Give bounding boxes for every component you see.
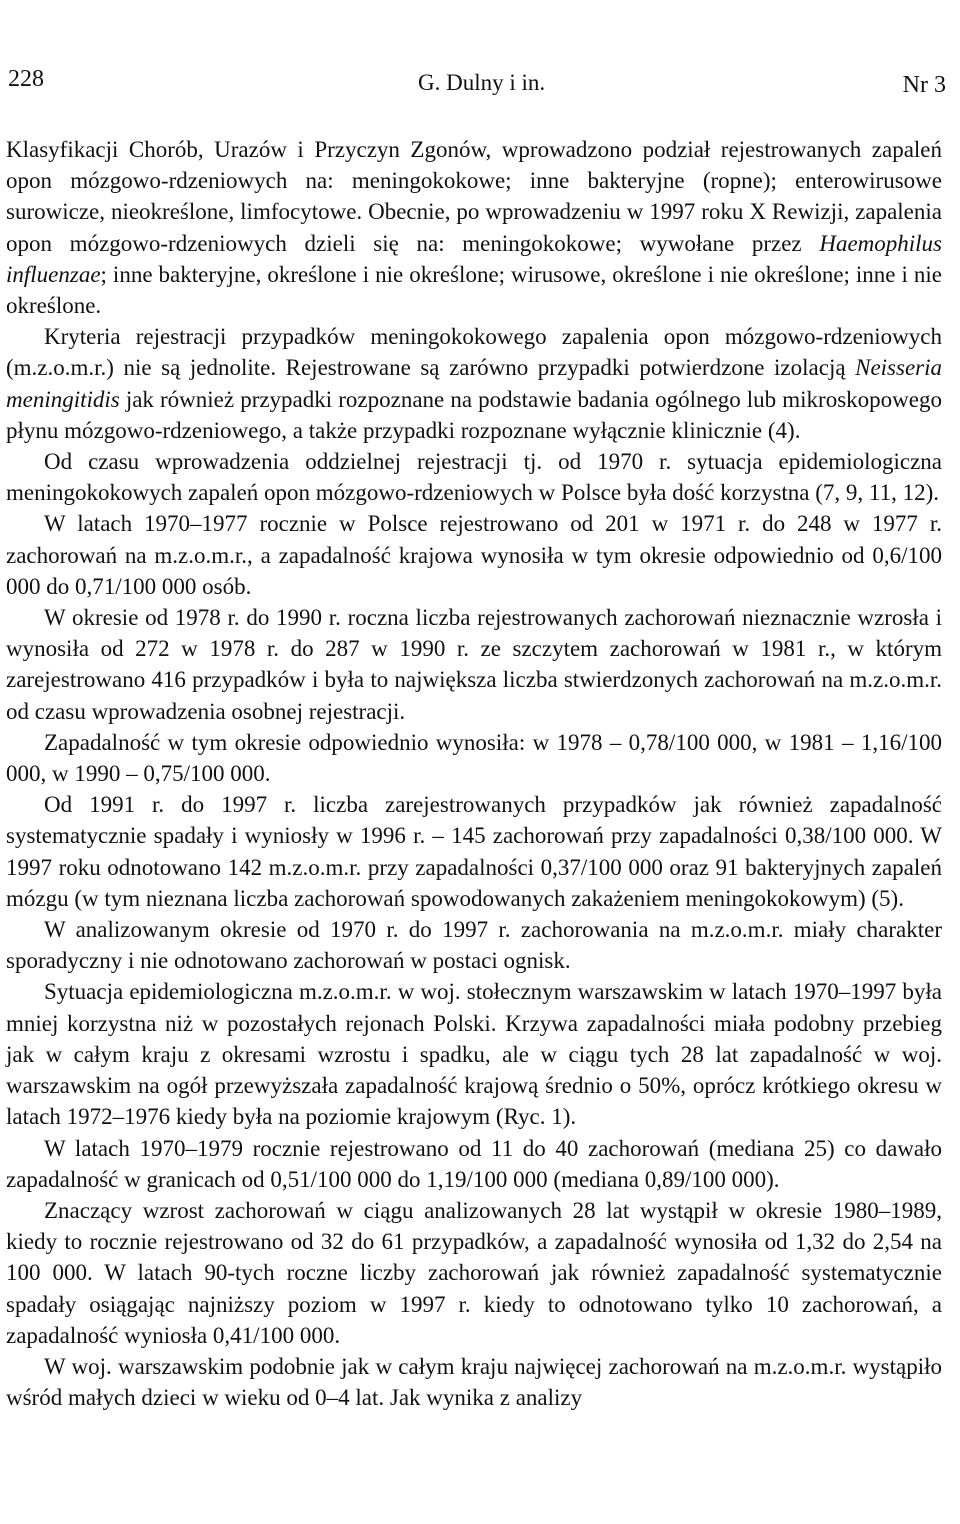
paragraph (6, 602, 942, 727)
paragraph (6, 321, 942, 446)
text-segment: Kryteria rejestracji przypadków meningokokowego zapalenia opon mózgowo-rdzeniowych (m.z.o.m.r.) nie są jednolite. Rejestrowane są zarówno przypadki potwierdzone izolacją (6, 324, 942, 381)
running-title: G. Dulny i in. (418, 70, 546, 95)
text-segment: jak również przypadki rozpoznane na podstawie badania ogólnego lub mikroskopowego płynu mózgowo-rdzeniowego, a także przypadki rozpoznane wyłącznie klinicznie (4). (6, 386, 942, 443)
paragraph (6, 789, 942, 914)
text-segment: W okresie od 1978 r. do 1990 r. roczna liczba rejestrowanych zachorowań nieznacznie wzrosła i wynosiła od 272 w 1978 r. do 287 w 1990 r. ze szczytem zachorowań w 1981 r., w którym zarejestrowano 416 przypadków i była to największa liczba stwierdzonych zachorowań na m.z.o.m.r. od czasu wprowadzenia osobnej rejestracji. (6, 605, 942, 724)
paragraph (6, 1195, 942, 1351)
text-segment: W latach 1970–1979 rocznie rejestrowano od 11 do 40 zachorowań (mediana 25) co dawało zapadalność w granicach od 0,51/100 000 do 1,19/100 000 (mediana 0,89/100 000). (6, 1135, 942, 1192)
text-segment: Klasyfikacji Chorób, Urazów i Przyczyn Zgonów, wprowadzono podział rejestrowanych zapaleń opon mózgowo-rdzeniowych na: meningokokowe; inne bakteryjne (ropne); enterowirusowe surowicze, nieokreślone, limfocytowe. Obecnie, po wprowadzeniu w 1997 roku X Rewizji, zapalenia opon mózgowo-rdzeniowych dzieli się na: meningokokowe; wywołane przez (6, 137, 942, 256)
text-segment: ; inne bakteryjne, określone i nie określone; wirusowe, określone i nie określone; inne i nie określone. (6, 261, 942, 319)
running-header (8, 66, 946, 106)
issue-number: Nr 3 (902, 72, 946, 98)
paragraph (6, 446, 942, 508)
paragraph (6, 914, 942, 976)
text-segment: W woj. warszawskim podobnie jak w całym kraju najwięcej zachorowań na m.z.o.m.r. wystąpiło wśród małych dzieci w wieku od 0–4 lat. Jak wynika z analizy (6, 1353, 942, 1411)
text-segment: W latach 1970–1977 rocznie w Polsce rejestrowano od 201 w 1971 r. do 248 w 1977 r. zachorowań na m.z.o.m.r., a zapadalność krajowa wynosiła w tym okresie odpowiednio od 0,6/100 000 do 0,71/100 000 osób. (6, 511, 942, 599)
body-text (6, 134, 942, 1413)
page-number: 228 (8, 66, 44, 92)
text-segment: Sytuacja epidemiologiczna m.z.o.m.r. w woj. stołecznym warszawskim w latach 1970–1997 była mniej korzystna niż w pozostałych rejonach Polski. Krzywa zapadalności miała podobny przebieg jak w całym kraju z okresami wzrostu i spadku, ale w ciągu tych 28 lat zapadalność w woj. warszawskim na ogół przewyższała zapadalność krajową średnio o 50%, oprócz krótkiego okresu w latach 1972–1976 kiedy była na poziomie krajowym (Ryc. 1). (6, 979, 942, 1130)
italic-term: Haemophilus influenzae (6, 230, 942, 287)
paragraph (6, 508, 942, 602)
italic-term: Neisseria meningitidis (6, 355, 942, 412)
text-segment: Od czasu wprowadzenia oddzielnej rejestracji tj. od 1970 r. sytuacja epidemiologiczna meningokokowych zapaleń opon mózgowo-rdzeniowych w Polsce była dość korzystna (7, 9, 11, 12). (6, 449, 942, 506)
text-segment: W analizowanym okresie od 1970 r. do 1997 r. zachorowania na m.z.o.m.r. miały charakter sporadyczny i nie odnotowano zachorowań w postaci ognisk. (6, 917, 942, 974)
text-segment: Znaczący wzrost zachorowań w ciągu analizowanych 28 lat wystąpił w okresie 1980–1989, kiedy to rocznie rejestrowano od 32 do 61 przypadków, a zapadalność wynosiła od 1,32 do 2,54 na 100 000. W latach 90-tych roczne liczby zachorowań jak również zapadalność systematycznie spadały osiągając najniższy poziom w 1997 r. kiedy to odnotowano tylko 10 zachorowań, a zapadalność wyniosła 0,41/100 000. (6, 1197, 942, 1348)
text-segment: Od 1991 r. do 1997 r. liczba zarejestrowanych przypadków jak również zapadalność systematycznie spadały i wyniosły w 1996 r. – 145 zachorowań przy zapadalności 0,38/100 000. W 1997 roku odnotowano 142 m.z.o.m.r. przy zapadalności 0,37/100 000 oraz 91 bakteryjnych zapaleń mózgu (w tym nieznana liczba zachorowań spowodowanych zakażeniem meningokokowym) (5). (6, 792, 942, 911)
paragraph (6, 134, 942, 321)
paragraph (6, 1133, 942, 1195)
text-segment: Zapadalność w tym okresie odpowiednio wynosiła: w 1978 – 0,78/100 000, w 1981 – 1,16/100 000, w 1990 – 0,75/100 000. (6, 729, 942, 787)
paragraph (6, 976, 942, 1132)
paragraph (6, 1351, 942, 1413)
paragraph (6, 727, 942, 789)
